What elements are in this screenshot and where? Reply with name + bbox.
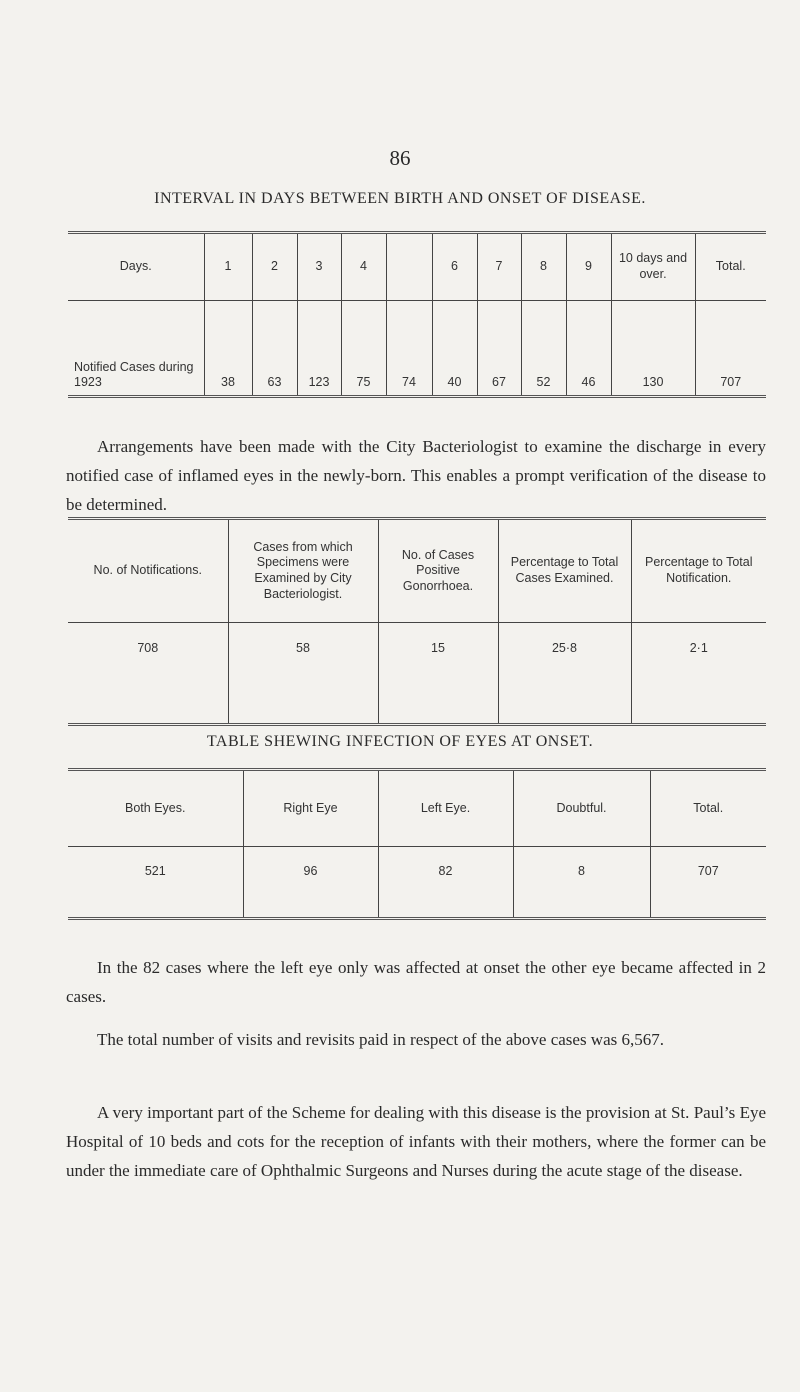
header-day-3: 3: [297, 233, 341, 301]
page-number: 86: [389, 146, 411, 170]
table-cell: 707: [650, 847, 766, 919]
header-day-blank: [386, 233, 432, 301]
header-day-9: 9: [566, 233, 611, 301]
header-doubtful: Doubtful.: [513, 770, 650, 847]
header-total: Total.: [650, 770, 766, 847]
interval-table-heading: INTERVAL IN DAYS BETWEEN BIRTH AND ONSET OF DISEASE.: [154, 190, 646, 207]
table-cell: 46: [566, 301, 611, 397]
header-positive-gonorrhoea: No. of Cases Positive Gonorrhoea.: [378, 519, 498, 623]
header-total: Total.: [695, 233, 766, 301]
table-cell: 82: [378, 847, 513, 919]
table-cell: 708: [137, 641, 159, 655]
table-cell: 2·1: [631, 623, 766, 725]
paragraph-total-visits: The total number of visits and revisits paid in respect of the above cases was 6,567.: [97, 1030, 664, 1049]
header-days: Days.: [119, 259, 152, 274]
table-row: [68, 301, 766, 397]
table-cell: 74: [386, 301, 432, 397]
table-cell: 8: [513, 847, 650, 919]
header-right-eye: Right Eye: [243, 770, 378, 847]
table-cell: 25·8: [498, 623, 631, 725]
table-cell: 38: [204, 301, 252, 397]
bacteriology-table: [68, 517, 766, 726]
table-cell: 130: [611, 301, 695, 397]
interval-table: [68, 231, 766, 398]
header-day-8: 8: [521, 233, 566, 301]
table-cell: 15: [378, 623, 498, 725]
table-cell: 521: [144, 864, 166, 878]
infection-table-heading: TABLE SHEWING INFECTION OF EYES AT ONSET.: [206, 733, 594, 750]
infection-table: [68, 768, 766, 920]
header-left-eye: Left Eye.: [378, 770, 513, 847]
header-both-eyes: Both Eyes.: [125, 800, 186, 815]
paragraph-left-eye-cases: In the 82 cases where the left eye only was affected at onset the other eye became affected in 2 cases.: [66, 958, 766, 1006]
row-label: Notified Cases during 1923: [74, 359, 194, 390]
header-percentage-examined: Percentage to Total Cases Examined.: [498, 519, 631, 623]
paragraph-hospital-provision: A very important part of the Scheme for dealing with this disease is the provision at St. Paul’s Eye Hospital of 10 beds and cots for the reception of infants with their mothers, where the former can be under the immediate care of Ophthalmic Surgeons and Nurses during the acute stage of the disease.: [66, 1103, 766, 1180]
table-row: [68, 847, 766, 919]
header-day-4: 4: [341, 233, 386, 301]
header-notifications: No. of Notifications.: [93, 563, 202, 578]
header-specimens-examined: Cases from which Specimens were Examined by City Bacteriologist.: [228, 519, 378, 623]
table-cell: 123: [297, 301, 341, 397]
header-percentage-notification: Percentage to Total Notification.: [631, 519, 766, 623]
header-day-1: 1: [204, 233, 252, 301]
header-10-days-over: 10 days and over.: [611, 233, 695, 301]
paragraph-arrangements: Arrangements have been made with the City Bacteriologist to examine the discharge in every notified case of inflamed eyes in the newly-born. This enables a prompt verification of the disease to be determined.: [66, 437, 766, 514]
table-cell: 75: [341, 301, 386, 397]
table-cell: 58: [228, 623, 378, 725]
table-cell: 40: [432, 301, 477, 397]
table-cell: 707: [695, 301, 766, 397]
header-day-7: 7: [477, 233, 521, 301]
table-row: [68, 623, 766, 725]
table-cell: 96: [243, 847, 378, 919]
table-cell: 67: [477, 301, 521, 397]
header-day-2: 2: [252, 233, 297, 301]
table-cell: 63: [252, 301, 297, 397]
header-day-6: 6: [432, 233, 477, 301]
table-cell: 52: [521, 301, 566, 397]
